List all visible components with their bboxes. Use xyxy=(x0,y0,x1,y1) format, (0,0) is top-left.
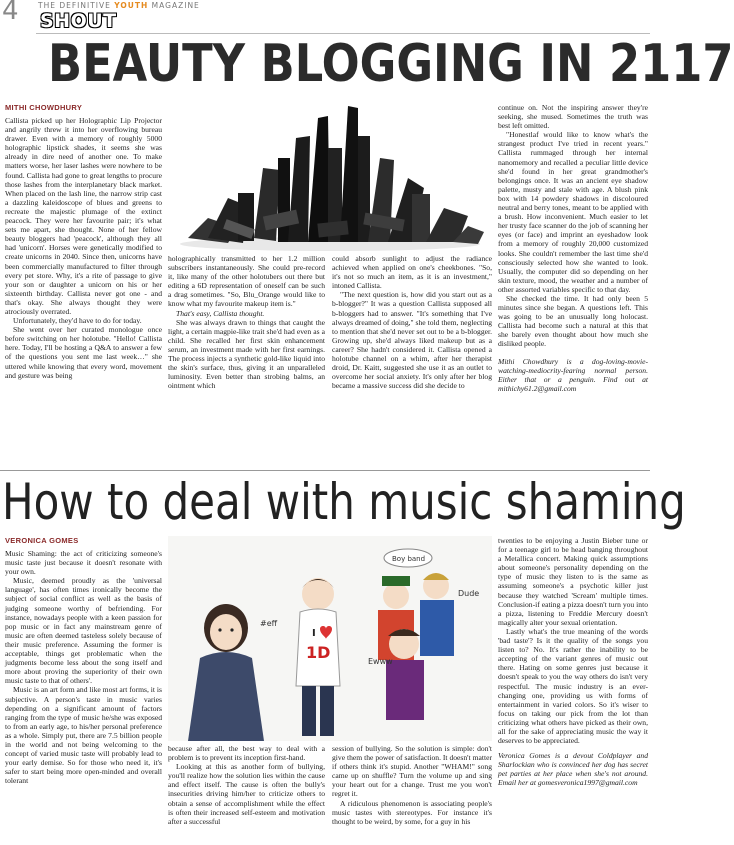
tagline-prefix: THE DEFINITIVE xyxy=(38,1,115,10)
paragraph: "The next question is, how did you start out as a b-blogger?" It was a question Callista supposed all b-bloggers had to answer. "It's something that I've always dreamed of doing," she told them, neglecting to mention that she'd never set out to be a b-blogger. Growing up, she'd always liked makeup but as a career? She hadn't considered it. Callista opened a holotube channel on a whim, after her therapist droid, Dr. Kaitt, suggested she use it as an outlet to overcome her social anxiety. It's only after her blog became a massive success did she decide to xyxy=(332,290,492,391)
article1-column-1 xyxy=(5,116,162,380)
paragraph: Music, deemed proudly as the 'universal language', has often times ironically become the subject of social conflict as well as the basis of judging someone worthy of befriending. For instance, nowadays people with a keen passion for pop music or in fact any mainstream genre of music are often deemed tasteless solely because of their music preference. Assuming the former is acceptable, things get problematic when the judgments become less about the song itself and more about proving the superiority of their own music taste to that of others'. xyxy=(5,576,162,686)
article2-illustration xyxy=(168,536,492,741)
paragraph: Lastly what's the true meaning of the words 'bad taste'? Is it the quality of the songs you listen to? No. It's rather the inability to be accepting of the variant genres of music out there. Hating on some genres just because it doesn't speak to you the way others do isn't very respectful. The music industry is an ever-changing one, providing us with forms of entertainment in varied colors. So it's wiser to focus on taking our pick from the lot than criticizing what others have picked as their own, all for the sake of appreciating music the way it deserves to be appreciated. xyxy=(498,626,648,746)
author-bio: Veronica Gomes is a devout Coldplayer and Sharlockian who is convinced her dog has secret pet parties at her place when she's not around. Email her at gomesveronica1997@gmail.com xyxy=(498,751,648,788)
paragraph: She went over her curated monologue once before switching on her holotube. "Hello! Callista here. Today, I'll be hosting a Q&A to answer a few of the questions you sent me last week…" she uttered while knowing that every word, movement and gesture was being xyxy=(5,325,162,380)
svg-text:1D: 1D xyxy=(306,643,331,662)
paragraph: holographically transmitted to her 1.2 million subscribers instantaneously. She could pre-record it, like many of the other holotubers out there but editing a 6D representation of oneself can be such a drag sometimes. "So, Blu_Orange would like to know what my favourite makeup item is." xyxy=(168,254,325,309)
paragraph: session of bullying. So the solution is simple: don't give them the power of satisfaction. It doesn't matter if others think it's stupid. Another "WHAM!" song came up on shuffle? Turn the volume up and sing your heart out for a change. Trust me you won't regret it. xyxy=(332,744,492,799)
paragraph: Unfortunately, they'd have to do for today. xyxy=(13,316,142,326)
article1-photo xyxy=(168,98,492,250)
page-number: 4 xyxy=(2,0,19,26)
music-shaming-cartoon xyxy=(168,536,492,741)
paragraph: Music Shaming: the act of criticizing someone's music taste just because it doesn't resonate with your own. xyxy=(5,549,162,577)
svg-text:Boy band: Boy band xyxy=(392,555,426,563)
paragraph: A ridiculous phenomenon is associating people's music tastes with stereotypes. For instance it's thought to be weird, by some, for a guy in his xyxy=(332,798,492,826)
cosmetics-sculpture-image xyxy=(168,98,492,250)
article1-column-4 xyxy=(498,103,648,393)
paragraph: That's easy, Callista thought. xyxy=(176,308,265,318)
article1-column-3 xyxy=(332,254,492,390)
magazine-logo: SHOUT xyxy=(40,10,117,32)
article2-byline: VERONICA GOMES xyxy=(5,536,79,545)
article2-headline: How to deal with music shaming xyxy=(2,473,686,531)
paragraph: She was always drawn to things that caught the light, a certain magpie-like trait she'd had even as a child. She recalled her first skin enhancement serum, an investment made with her first earnings. The process injects a synthetic gold-like liquid into the skin's surface, thus, giving it an unparalleled luminosity. Even better than strobing balms, an ointment which xyxy=(168,317,325,391)
magazine-tagline xyxy=(38,1,200,10)
svg-text:Ewww: Ewww xyxy=(368,657,393,666)
paragraph: She checked the time. It had only been 5 minutes since she began. A questions left. This was going to be an unusually long holocast. Callista had become such a natural at this that she barely even thought about how much she disliked people. xyxy=(498,293,648,349)
paragraph: "Honestlaf would like to know what's the strangest product I've tried in recent years." Callista rummaged through her internal nanomemory and recalled a peculiar little device she'd found in her great grandmother's belongings once. It was an ancient eye shadow palette, musty and stale with age. A blush pink box with 14 powdery shadows in discoloured neutral and berry tones, meant to be applied with a brush. How inconvenient. Much easier to let her trusty face scanner do the job of scanning her eyes (or face) and imprint an eyeshadow look from a memory of roughly 20,000 customized looks. She couldn't remember the last time she'd consciously selected how she wanted to look. Usually, the computer did so depending on her skin texture, mood, the weather and a number of other assorted variables specific to that day. xyxy=(498,130,648,294)
article2-column-3 xyxy=(332,744,492,826)
svg-text:Dude: Dude xyxy=(458,589,480,598)
paragraph: twenties to be enjoying a Justin Bieber tune or for a teenage girl to be head banging throughout a Metallica concert. Making quick assumptions about someone's personality depending on the type of music they listen to is the same as assuming someone's a psychotic killer just because they watched 'Scream' multiple times. Conclusion-if eating a pizza doesn't turn you into a pizza, listening to Freddie Mercury doesn't magically alter your sexual orientation. xyxy=(498,536,648,627)
article2-column-2 xyxy=(168,744,325,826)
article1-headline: BEAUTY BLOGGING IN 2117 xyxy=(48,34,734,94)
paragraph: continue on. Not the inspiring answer they're seeking, she mused. Sometimes the truth was best left omitted. xyxy=(498,103,648,131)
author-bio: Mithi Chowdhury is a dog-loving-movie-watching-mediocrity-fearing normal person. Either that or a penguin. Find out at mithichy61.2@gmail.com xyxy=(498,356,648,393)
article1-byline: MITHI CHOWDHURY xyxy=(5,103,83,112)
svg-text:I: I xyxy=(312,628,316,639)
paragraph: Looking at this as another form of bullying, you'll realize how the solution lies within the cause and effect itself. The cause is often the bully's insecurities driving him/her to criticize others to obtain a sense of accomplishment while the effect is often their increased self-esteem and motivation after a successful xyxy=(168,762,325,826)
article2-column-1 xyxy=(5,549,162,785)
paragraph: Music is an art form and like most art forms, it is subjective. A person's taste in music varies depending on a significant amount of factors ranging from the type of music he/she was exposed to from an early age, to his/her personal preference as a whole. Simply put, there are 7.5 billion people in the world and not being welcoming to the concept of varied music taste will probably lead to your early demise. So for those who need it, it's safer to start being more open-minded and overall tolerant xyxy=(5,685,162,786)
paragraph: Callista picked up her Holographic Lip Projector and angrily threw it into her overflowing bureau drawer. Even with a memory of roughly 5000 holographic lipstick shades, it seems she was already in dire need of another one. To make matters worse, her laser lashes were nowhere to be found. Callista had gone to great lengths to procure those lashes from the interplanetary black market. When placed on the lash line, the narrow strip cast a dazzling kaleidoscope of blues and greens to recreate the majestic plumage of the extinct peacock. They were her favourite pair; it's what sets me apart, she thought. None of her fellow beauty bloggers had 'peacock', although they all had 'unicorn'. Horses were genetically modified to create unicorns in 2040. Since then, unicorns have been commercially manufactured to filter through every pet store. Why, it's a rite of passage to give your son or daughter a unicorn on his or her sixteenth birthday. Callista never got one - and that's okay. She always thought they were atrociously overrated. xyxy=(5,116,162,316)
paragraph: because after all, the best way to deal with a problem is to prevent its inception first-hand. xyxy=(168,744,325,763)
tagline-youth: YOUTH xyxy=(114,1,149,10)
svg-text:#eff: #eff xyxy=(260,619,278,628)
article2-column-4 xyxy=(498,536,648,788)
article1-column-2 xyxy=(168,254,325,390)
article-divider xyxy=(0,470,650,471)
tagline-suffix: MAGAZINE xyxy=(148,1,200,10)
paragraph: could absorb sunlight to adjust the radiance achieved when applied on one's cheekbones. "So, it's not so much an item, as it is an investment," intoned Callista. xyxy=(332,254,492,291)
